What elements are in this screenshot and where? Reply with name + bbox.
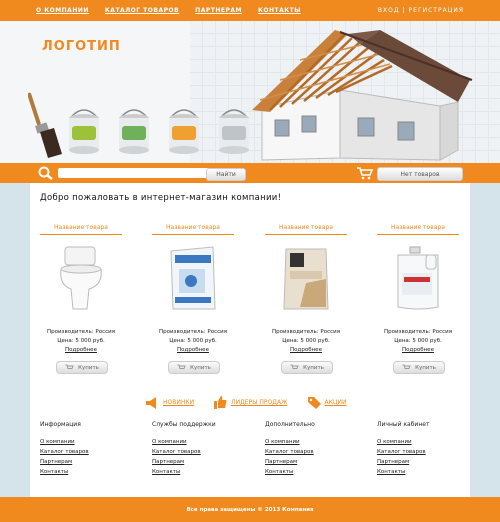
cart-icon <box>65 364 74 371</box>
footer-link[interactable]: Каталог товаров <box>40 449 89 455</box>
footer-link[interactable]: О компании <box>377 439 412 445</box>
footer-link[interactable]: Контакты <box>377 469 406 475</box>
footer-link[interactable]: Партнерам <box>377 459 410 465</box>
buy-button-label: Купить <box>415 364 436 371</box>
product-details-link[interactable]: Подробнее <box>290 347 322 353</box>
quicklink-label: АКЦИИ <box>324 399 347 406</box>
paint-can-icon <box>66 108 102 154</box>
buy-button-label: Купить <box>303 364 324 371</box>
footer-link[interactable]: Партнерам <box>152 459 185 465</box>
buy-button[interactable] <box>393 361 445 374</box>
top-nav <box>36 0 301 21</box>
search-icon <box>38 166 54 180</box>
grout-bag-icon[interactable] <box>163 243 223 313</box>
product-category[interactable]: Название товара <box>166 224 220 231</box>
buy-button[interactable] <box>281 361 333 374</box>
product-maker: Производитель: Россия <box>271 329 341 335</box>
paint-can-icon <box>166 108 202 154</box>
quicklink-bestsellers[interactable] <box>214 396 287 409</box>
quicklink-sales[interactable] <box>308 397 347 409</box>
paint-cans <box>66 108 252 154</box>
cart-icon[interactable] <box>356 166 374 180</box>
footer-column <box>152 421 252 477</box>
nav-catalog[interactable]: КАТАЛОГ ТОВАРОВ <box>104 7 180 14</box>
footer-link[interactable]: Контакты <box>152 469 181 475</box>
register-link[interactable]: РЕГИСТРАЦИЯ <box>408 7 464 14</box>
search-input[interactable] <box>58 168 212 178</box>
footer-link[interactable]: Каталог товаров <box>265 449 314 455</box>
tag-icon <box>308 397 321 409</box>
footer-link[interactable]: Партнерам <box>265 459 298 465</box>
product-category[interactable]: Название товара <box>391 224 445 231</box>
product-card <box>265 223 347 371</box>
thumbs-up-icon <box>214 396 227 409</box>
buy-button-label: Купить <box>78 364 99 371</box>
paint-can-icon <box>216 108 252 154</box>
nav-contacts[interactable]: КОНТАКТЫ <box>257 7 301 14</box>
footer-link[interactable]: Каталог товаров <box>377 449 426 455</box>
auth-separator: | <box>402 7 406 14</box>
product-maker: Производитель: Россия <box>46 329 116 335</box>
footer-link[interactable]: Каталог товаров <box>152 449 201 455</box>
footer <box>0 497 500 522</box>
product-price: Цена: 5 000 руб. <box>57 338 105 344</box>
footer-column <box>377 421 477 477</box>
quick-links <box>145 396 361 409</box>
login-link[interactable]: ВХОД <box>377 7 400 14</box>
footer-column-title: Личный кабинет <box>377 421 430 428</box>
product-card <box>377 223 459 371</box>
house-illustration <box>240 20 480 162</box>
auth-links <box>375 0 464 21</box>
cart-icon <box>402 364 411 371</box>
divider <box>40 234 122 235</box>
paint-can-icon <box>116 108 152 154</box>
nav-partners[interactable]: ПАРТНЕРАМ <box>195 7 242 14</box>
nav-about[interactable]: О КОМПАНИИ <box>36 7 89 14</box>
cart-icon <box>177 364 186 371</box>
footer-column-title: Службы поддержки <box>152 421 216 428</box>
cart-button[interactable]: Нет товаров <box>377 167 463 181</box>
buy-button-label: Купить <box>190 364 211 371</box>
footer-link[interactable]: О компании <box>265 439 300 445</box>
product-category[interactable]: Название товара <box>54 224 108 231</box>
product-price: Цена: 5 000 руб. <box>282 338 330 344</box>
paint-brush-icon <box>28 92 68 162</box>
footer-column <box>265 421 365 477</box>
putty-bag-icon[interactable] <box>276 243 336 313</box>
footer-column <box>40 421 140 477</box>
product-price: Цена: 5 000 руб. <box>394 338 442 344</box>
product-card <box>40 223 122 371</box>
footer-link[interactable]: Контакты <box>40 469 69 475</box>
toilet-icon[interactable] <box>51 243 111 313</box>
header <box>0 0 500 163</box>
product-details-link[interactable]: Подробнее <box>402 347 434 353</box>
footer-link[interactable]: Партнерам <box>40 459 73 465</box>
divider <box>377 234 459 235</box>
product-details-link[interactable]: Подробнее <box>177 347 209 353</box>
product-maker: Производитель: Россия <box>158 329 228 335</box>
product-card <box>152 223 234 371</box>
quicklink-label: ЛИДЕРЫ ПРОДАЖ <box>231 399 288 406</box>
cart-icon <box>290 364 299 371</box>
copyright: Все права защищены © 2013 Компания <box>186 506 314 513</box>
divider <box>265 234 347 235</box>
product-category[interactable]: Название товара <box>279 224 333 231</box>
divider <box>152 234 234 235</box>
product-maker: Производитель: Россия <box>383 329 453 335</box>
product-details-link[interactable]: Подробнее <box>65 347 97 353</box>
footer-link[interactable]: Контакты <box>265 469 294 475</box>
primer-canister-icon[interactable] <box>388 243 448 313</box>
footer-link[interactable]: О компании <box>152 439 187 445</box>
logo[interactable]: ЛОГОТИП <box>42 39 121 54</box>
megaphone-icon <box>145 397 159 409</box>
buy-button[interactable] <box>168 361 220 374</box>
product-price: Цена: 5 000 руб. <box>169 338 217 344</box>
buy-button[interactable] <box>56 361 108 374</box>
quicklink-new[interactable] <box>145 397 194 409</box>
footer-column-title: Дополнительно <box>265 421 315 428</box>
welcome-heading: Добро пожаловать в интернет-магазин компании! <box>40 193 282 203</box>
footer-column-title: Информация <box>40 421 81 428</box>
quicklink-label: НОВИНКИ <box>163 399 195 406</box>
search-button[interactable]: Найти <box>206 168 246 181</box>
footer-link[interactable]: О компании <box>40 439 75 445</box>
